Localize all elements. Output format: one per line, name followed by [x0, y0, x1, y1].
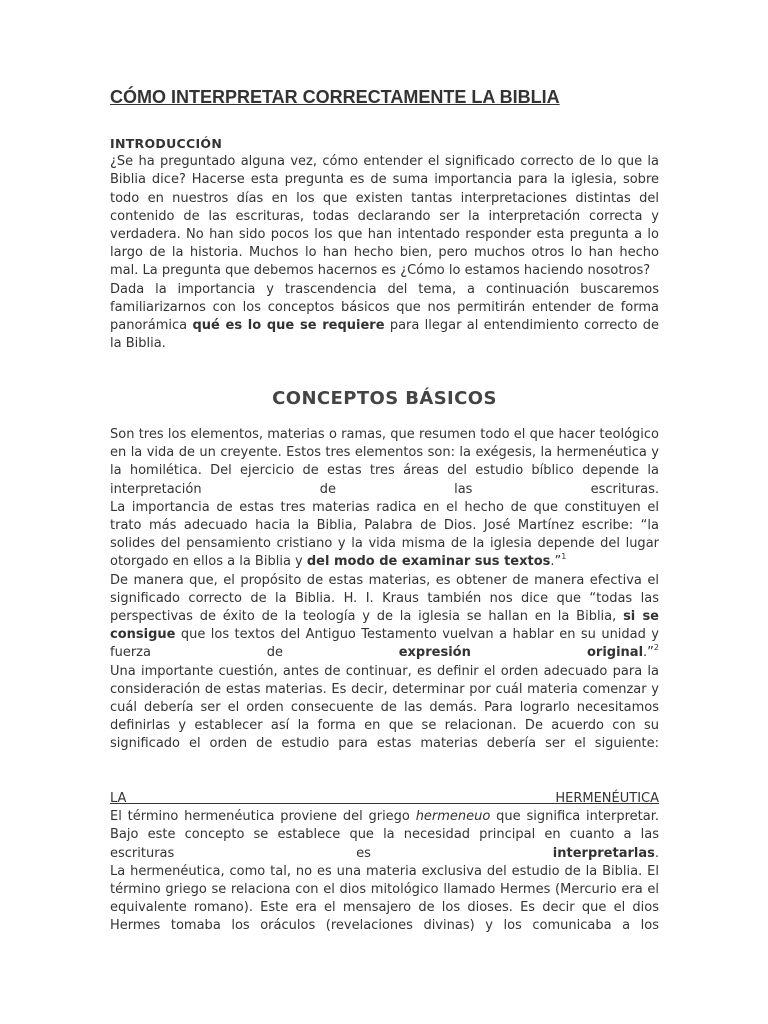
intro-paragraph-1: ¿Se ha preguntado alguna vez, cómo entender el significado correcto de lo que la Biblia dice? Hacerse esta pregunta es de suma importancia para la iglesia, sobre todo en nuestros días en los que existen tantas interpretaciones distintas del contenido de las escrituras, todas declarando ser la interpretación correcta y verdadera. No han sido pocos los que han intentado responder esta pregunta a lo largo de la historia. Muchos lo han hecho bien, pero muchos otros lo han hecho mal. La pregunta que debemos hacernos es ¿Cómo lo estamos haciendo nosotros?	[110, 154, 659, 279]
concepts-p2-end: .”	[550, 554, 562, 570]
hermeneutics-p1-end: .	[654, 845, 659, 861]
concepts-paragraph-4: Una importante cuestión, antes de continuar, es definir el orden adecuado para la consideración de estas materias. Es decir, determinar por cuál materia comenzar y cuál debería ser el orden consecuente de las demás. Para lograrlo necesitamos definirlas y establecer así la forma en que se relacionan. De acuerdo con su significado el orden de estudio para estas materias debería ser el siguiente:	[110, 663, 659, 752]
intro-section	[110, 135, 659, 353]
hermeneutics-p1-italic: hermeneuo	[415, 809, 491, 825]
intro-heading: INTRODUCCIÓN	[110, 136, 223, 151]
intro-p2-end: para llegar al entendimiento correcto de la Biblia.	[110, 318, 660, 352]
concepts-paragraph-1: Son tres los elementos, materias o ramas, que resumen todo el que hacer teológico en la vida de un creyente. Estos tres elementos son: la exégesis, la hermenéutica y la homilética. Del ejercicio de estas tres áreas del estudio bíblico depende la interpretación de las escrituras.	[110, 427, 659, 497]
hermeneutics-section	[110, 790, 659, 936]
footnote-ref-2[interactable]: 2	[653, 643, 659, 653]
hermeneutics-p1-mid: que significa interpretar. Bajo este concepto se establece que la necesidad principal en cuanto a las escrituras es	[110, 809, 659, 861]
concepts-p3-start: De manera que, el propósito de estas materias, es obtener de manera efectiva el significado correcto de la Biblia. H. I. Kraus también nos dice que “todas las perspectivas de éxito de la teología y de la iglesia se hallan en la Biblia,	[110, 572, 659, 625]
intro-p2-start: Dada la importancia y trascendencia del tema, a continuación buscaremos familiarizarnos con los conceptos básicos que nos permitirán entender de forma panorámica	[110, 281, 659, 334]
concepts-section	[110, 426, 659, 754]
hermeneutics-p1-start: El término hermenéutica proviene del griego	[110, 809, 416, 825]
document-title: CÓMO INTERPRETAR CORRECTAMENTE LA BIBLIA	[110, 87, 560, 107]
concepts-p3-end: .”	[643, 645, 654, 661]
concepts-paragraph-3	[110, 572, 659, 663]
concepts-p3-bold-2: expresión original	[398, 645, 644, 661]
concepts-p2-start: La importancia de estas tres materias radica en el hecho de que constituyen el trato más adecuado hacia la Biblia, Palabra de Dios. José Martínez escribe: “la solides del pensamiento cristiano y la vida misma de la iglesia depende del lugar otorgado en ellos a la Biblia y	[110, 499, 659, 570]
concepts-p3-bold-1: si se consigue	[110, 609, 659, 643]
intro-paragraph-2	[110, 281, 659, 354]
intro-p2-bold: qué es lo que se requiere	[192, 318, 385, 334]
hermeneutics-heading: LA HERMENÉUTICA	[110, 791, 659, 806]
hermeneutics-paragraph-2: La hermenéutica, como tal, no es una materia exclusiva del estudio de la Biblia. El término griego se relaciona con el dios mitológico llamado Hermes (Mercurio era el equivalente romano). Este era el mensajero de los dioses. Es decir que el dios Hermes tomaba los oráculos (revelaciones divinas) y los comunicaba a los	[110, 863, 659, 934]
concepts-p2-bold: del modo de examinar sus textos	[306, 554, 551, 570]
hermeneutics-paragraph-1	[110, 808, 659, 863]
concepts-p3-mid: que los textos del Antiguo Testamento vuelvan a hablar en su unidad y fuerza de	[110, 627, 659, 661]
concepts-paragraph-2	[110, 499, 659, 572]
section-title: CONCEPTOS BÁSICOS	[272, 388, 497, 409]
footnote-ref-1[interactable]: 1	[561, 552, 567, 562]
hermeneutics-p1-bold: interpretarlas	[552, 845, 655, 861]
